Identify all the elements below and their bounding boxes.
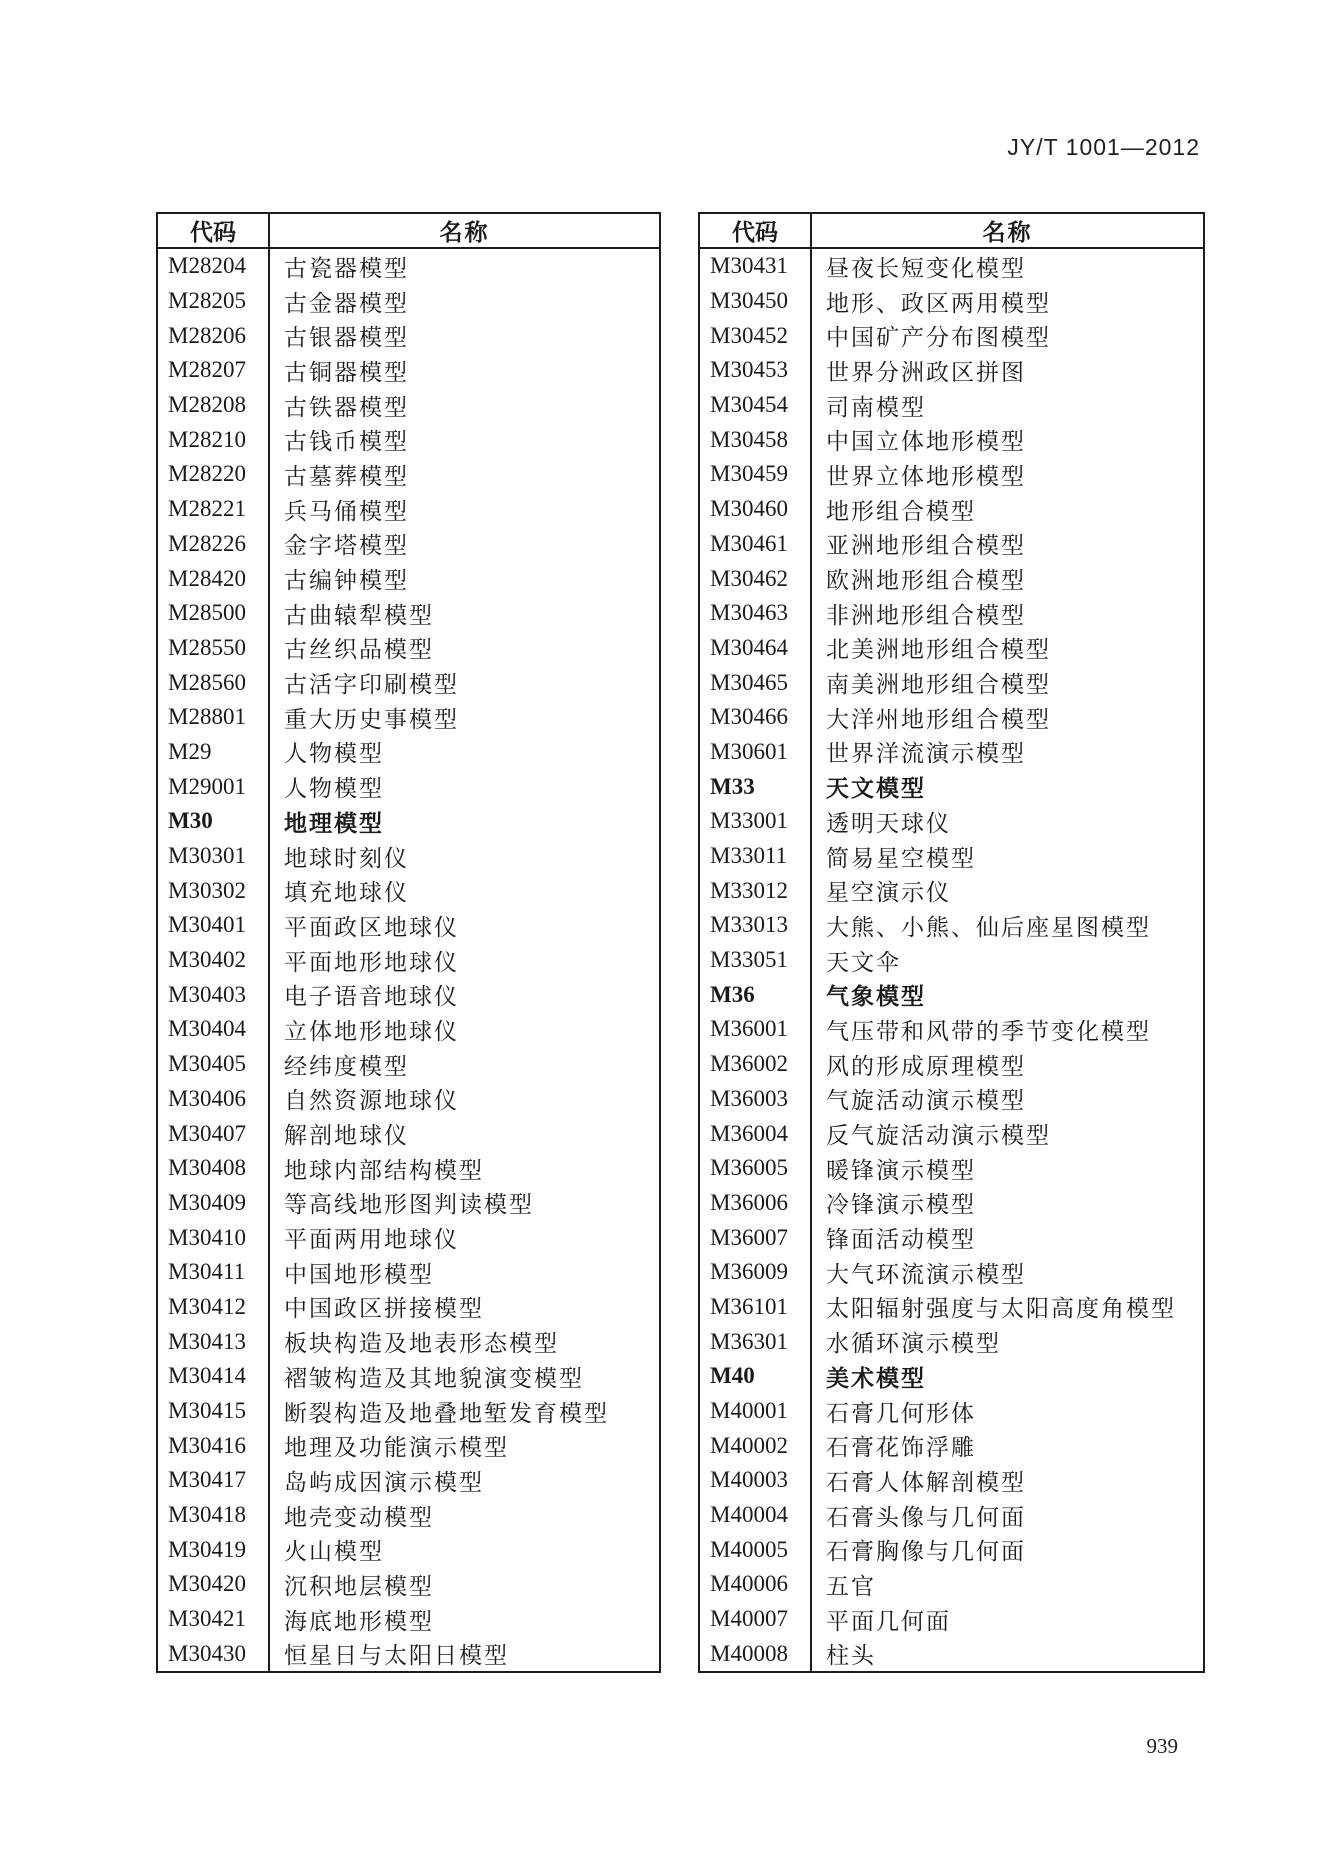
row-code: M30409 xyxy=(158,1186,270,1221)
row-name: 石膏几何形体 xyxy=(826,1400,976,1426)
row-code: M30407 xyxy=(158,1116,270,1151)
row-code: M30302 xyxy=(158,873,270,908)
row-code: M30460 xyxy=(700,492,812,527)
row-name: 气压带和风带的季节变化模型 xyxy=(826,1018,1151,1044)
row-code: M30404 xyxy=(158,1012,270,1047)
row-code: M40003 xyxy=(700,1463,812,1498)
table-row xyxy=(158,1532,659,1567)
row-code: M30421 xyxy=(158,1602,270,1637)
document-standard-number: JY/T 1001—2012 xyxy=(1007,134,1200,160)
table-row xyxy=(158,1082,659,1117)
row-code: M33012 xyxy=(700,873,812,908)
table-row xyxy=(158,977,659,1012)
row-code: M28205 xyxy=(158,284,270,319)
row-name: 兵马俑模型 xyxy=(284,498,409,524)
row-name: 昼夜长短变化模型 xyxy=(826,255,1026,281)
table-row xyxy=(158,457,659,492)
table-row xyxy=(158,492,659,527)
table-row xyxy=(158,1116,659,1151)
row-name: 世界立体地形模型 xyxy=(826,463,1026,489)
row-name: 天文模型 xyxy=(826,776,926,802)
row-name: 古金器模型 xyxy=(284,290,409,316)
row-name: 司南模型 xyxy=(826,394,926,420)
table-body xyxy=(158,249,659,1671)
row-name: 古钱币模型 xyxy=(284,429,409,455)
row-code: M36009 xyxy=(700,1255,812,1290)
table-row xyxy=(700,1567,1203,1602)
row-code: M36001 xyxy=(700,1012,812,1047)
table-row xyxy=(700,1428,1203,1463)
row-code: M36002 xyxy=(700,1047,812,1082)
row-name: 古银器模型 xyxy=(284,325,409,351)
row-code: M30401 xyxy=(158,908,270,943)
row-name: 岛屿成因演示模型 xyxy=(284,1469,484,1495)
row-name: 气旋活动演示模型 xyxy=(826,1088,1026,1114)
table-row xyxy=(158,839,659,874)
row-code: M28220 xyxy=(158,457,270,492)
row-name: 中国政区拼接模型 xyxy=(284,1296,484,1322)
row-name: 中国立体地形模型 xyxy=(826,429,1026,455)
row-name: 板块构造及地表形态模型 xyxy=(284,1331,559,1357)
row-code: M30403 xyxy=(158,977,270,1012)
row-code: M30405 xyxy=(158,1047,270,1082)
table-row xyxy=(158,249,659,284)
row-name: 地形组合模型 xyxy=(826,498,976,524)
row-name: 沉积地层模型 xyxy=(284,1573,434,1599)
row-code: M36301 xyxy=(700,1324,812,1359)
table-row xyxy=(158,1047,659,1082)
row-name: 平面地形地球仪 xyxy=(284,949,459,975)
row-name: 柱头 xyxy=(826,1643,876,1669)
table-row xyxy=(158,1567,659,1602)
row-code: M36 xyxy=(700,977,812,1012)
table-row xyxy=(700,1186,1203,1221)
row-name: 地球内部结构模型 xyxy=(284,1157,484,1183)
row-name: 欧洲地形组合模型 xyxy=(826,568,1026,594)
table-row xyxy=(700,1602,1203,1637)
table-header-row xyxy=(700,214,1203,249)
row-code: M28206 xyxy=(158,318,270,353)
page-number: 939 xyxy=(1146,1734,1178,1758)
row-code: M30452 xyxy=(700,318,812,353)
row-code: M30413 xyxy=(158,1324,270,1359)
row-name: 五官 xyxy=(826,1573,876,1599)
table-row xyxy=(700,318,1203,353)
row-code: M30453 xyxy=(700,353,812,388)
table-row xyxy=(700,596,1203,631)
table-row xyxy=(700,284,1203,319)
row-code: M30465 xyxy=(700,665,812,700)
row-code: M40001 xyxy=(700,1394,812,1429)
table-row xyxy=(158,527,659,562)
row-name: 古墓葬模型 xyxy=(284,463,409,489)
table-row xyxy=(158,1255,659,1290)
code-table-left xyxy=(156,212,661,1673)
row-name: 古丝织品模型 xyxy=(284,637,434,663)
table-row xyxy=(700,1151,1203,1186)
row-code: M29001 xyxy=(158,769,270,804)
table-row xyxy=(700,1324,1203,1359)
row-code: M30402 xyxy=(158,943,270,978)
row-name: 锋面活动模型 xyxy=(826,1227,976,1253)
table-row xyxy=(158,1290,659,1325)
table-row xyxy=(700,735,1203,770)
row-code: M30464 xyxy=(700,631,812,666)
row-name: 填充地球仪 xyxy=(284,880,409,906)
table-row xyxy=(158,1602,659,1637)
table-row xyxy=(700,1637,1203,1672)
table-row xyxy=(700,631,1203,666)
row-code: M33051 xyxy=(700,943,812,978)
row-name: 电子语音地球仪 xyxy=(284,984,459,1010)
row-code: M30417 xyxy=(158,1463,270,1498)
table-row xyxy=(158,1186,659,1221)
table-row xyxy=(158,700,659,735)
row-code: M28500 xyxy=(158,596,270,631)
row-code: M30419 xyxy=(158,1532,270,1567)
table-row xyxy=(700,249,1203,284)
row-code: M40006 xyxy=(700,1567,812,1602)
row-name: 星空演示仪 xyxy=(826,880,951,906)
row-name: 石膏胸像与几何面 xyxy=(826,1539,1026,1565)
table-row xyxy=(158,908,659,943)
row-code: M40007 xyxy=(700,1602,812,1637)
table-row xyxy=(700,700,1203,735)
row-code: M30431 xyxy=(700,249,812,284)
row-name: 经纬度模型 xyxy=(284,1053,409,1079)
row-name: 太阳辐射强度与太阳高度角模型 xyxy=(826,1296,1176,1322)
row-code: M28560 xyxy=(158,665,270,700)
row-code: M33001 xyxy=(700,804,812,839)
table-row xyxy=(700,1255,1203,1290)
row-name: 风的形成原理模型 xyxy=(826,1053,1026,1079)
row-code: M30411 xyxy=(158,1255,270,1290)
row-name: 平面政区地球仪 xyxy=(284,914,459,940)
row-code: M30410 xyxy=(158,1220,270,1255)
row-name: 地理及功能演示模型 xyxy=(284,1435,509,1461)
row-code: M30601 xyxy=(700,735,812,770)
row-name: 透明天球仪 xyxy=(826,810,951,836)
table-row xyxy=(700,1394,1203,1429)
column-header-code: 代码 xyxy=(700,214,812,247)
table-row xyxy=(158,1220,659,1255)
row-code: M30454 xyxy=(700,388,812,423)
table-row xyxy=(700,908,1203,943)
table-row xyxy=(700,388,1203,423)
row-name: 解剖地球仪 xyxy=(284,1123,409,1149)
table-row xyxy=(158,353,659,388)
row-code: M36004 xyxy=(700,1116,812,1151)
table-row xyxy=(700,1359,1203,1394)
row-name: 简易星空模型 xyxy=(826,845,976,871)
row-code: M30418 xyxy=(158,1498,270,1533)
table-row xyxy=(158,1498,659,1533)
table-row xyxy=(158,804,659,839)
row-name: 金字塔模型 xyxy=(284,533,409,559)
table-row xyxy=(700,769,1203,804)
table-row xyxy=(700,561,1203,596)
table-row xyxy=(700,804,1203,839)
row-code: M30463 xyxy=(700,596,812,631)
row-name: 美术模型 xyxy=(826,1365,926,1391)
row-name: 世界洋流演示模型 xyxy=(826,741,1026,767)
row-code: M30301 xyxy=(158,839,270,874)
table-row xyxy=(158,943,659,978)
row-code: M33 xyxy=(700,769,812,804)
table-row xyxy=(700,839,1203,874)
row-code: M30 xyxy=(158,804,270,839)
column-header-code: 代码 xyxy=(158,214,270,247)
row-code: M36101 xyxy=(700,1290,812,1325)
table-row xyxy=(158,1359,659,1394)
row-name: 褶皱构造及其地貌演变模型 xyxy=(284,1365,584,1391)
row-code: M30408 xyxy=(158,1151,270,1186)
row-name: 恒星日与太阳日模型 xyxy=(284,1643,509,1669)
row-name: 人物模型 xyxy=(284,741,384,767)
table-row xyxy=(158,318,659,353)
row-name: 石膏人体解剖模型 xyxy=(826,1469,1026,1495)
row-code: M36003 xyxy=(700,1082,812,1117)
row-name: 大气环流演示模型 xyxy=(826,1261,1026,1287)
row-name: 南美洲地形组合模型 xyxy=(826,672,1051,698)
table-row xyxy=(158,1012,659,1047)
row-name: 火山模型 xyxy=(284,1539,384,1565)
table-row xyxy=(158,561,659,596)
row-code: M30406 xyxy=(158,1082,270,1117)
row-code: M36007 xyxy=(700,1220,812,1255)
table-row xyxy=(700,873,1203,908)
table-row xyxy=(700,457,1203,492)
table-row xyxy=(158,284,659,319)
row-code: M40002 xyxy=(700,1428,812,1463)
table-row xyxy=(158,1151,659,1186)
table-row xyxy=(700,1047,1203,1082)
row-code: M33011 xyxy=(700,839,812,874)
column-header-name: 名称 xyxy=(982,220,1033,245)
column-header-name: 名称 xyxy=(439,220,490,245)
row-code: M40 xyxy=(700,1359,812,1394)
row-name: 冷锋演示模型 xyxy=(826,1192,976,1218)
row-name: 平面几何面 xyxy=(826,1608,951,1634)
table-row xyxy=(158,665,659,700)
row-name: 大洋州地形组合模型 xyxy=(826,706,1051,732)
table-row xyxy=(700,1498,1203,1533)
row-code: M40004 xyxy=(700,1498,812,1533)
row-name: 地理模型 xyxy=(284,810,384,836)
row-code: M40008 xyxy=(700,1637,812,1672)
table-row xyxy=(700,1532,1203,1567)
row-name: 中国矿产分布图模型 xyxy=(826,325,1051,351)
table-row xyxy=(158,596,659,631)
table-row xyxy=(700,665,1203,700)
table-row xyxy=(158,1428,659,1463)
row-code: M28550 xyxy=(158,631,270,666)
row-name: 等高线地形图判读模型 xyxy=(284,1192,534,1218)
row-name: 古瓷器模型 xyxy=(284,255,409,281)
row-code: M30412 xyxy=(158,1290,270,1325)
row-name: 水循环演示模型 xyxy=(826,1331,1001,1357)
row-name: 人物模型 xyxy=(284,776,384,802)
row-code: M30450 xyxy=(700,284,812,319)
code-table-right xyxy=(698,212,1205,1673)
table-row xyxy=(158,388,659,423)
row-name: 世界分洲政区拼图 xyxy=(826,359,1026,385)
row-name: 地形、政区两用模型 xyxy=(826,290,1051,316)
table-row xyxy=(158,1394,659,1429)
row-code: M28207 xyxy=(158,353,270,388)
table-row xyxy=(700,1463,1203,1498)
table-row xyxy=(158,1463,659,1498)
row-name: 气象模型 xyxy=(826,984,926,1010)
table-row xyxy=(700,1082,1203,1117)
table-row xyxy=(700,1220,1203,1255)
row-code: M28208 xyxy=(158,388,270,423)
row-name: 北美洲地形组合模型 xyxy=(826,637,1051,663)
row-code: M30458 xyxy=(700,422,812,457)
row-name: 暖锋演示模型 xyxy=(826,1157,976,1183)
table-body xyxy=(700,249,1203,1671)
row-code: M30415 xyxy=(158,1394,270,1429)
row-name: 石膏头像与几何面 xyxy=(826,1504,1026,1530)
row-name: 大熊、小熊、仙后座星图模型 xyxy=(826,914,1151,940)
table-row xyxy=(700,1290,1203,1325)
row-code: M30462 xyxy=(700,561,812,596)
row-code: M30414 xyxy=(158,1359,270,1394)
row-name: 断裂构造及地叠地堑发育模型 xyxy=(284,1400,609,1426)
row-name: 反气旋活动演示模型 xyxy=(826,1123,1051,1149)
row-name: 古铁器模型 xyxy=(284,394,409,420)
row-name: 非洲地形组合模型 xyxy=(826,602,1026,628)
row-code: M28204 xyxy=(158,249,270,284)
row-code: M36005 xyxy=(700,1151,812,1186)
row-name: 古活字印刷模型 xyxy=(284,672,459,698)
row-name: 地球时刻仪 xyxy=(284,845,409,871)
row-code: M28210 xyxy=(158,422,270,457)
row-name: 重大历史事模型 xyxy=(284,706,459,732)
row-code: M40005 xyxy=(700,1532,812,1567)
table-row xyxy=(700,977,1203,1012)
row-code: M30459 xyxy=(700,457,812,492)
table-row xyxy=(700,422,1203,457)
table-row xyxy=(700,492,1203,527)
table-row xyxy=(158,1637,659,1672)
row-code: M30416 xyxy=(158,1428,270,1463)
row-name: 平面两用地球仪 xyxy=(284,1227,459,1253)
row-code: M29 xyxy=(158,735,270,770)
row-code: M30466 xyxy=(700,700,812,735)
row-code: M33013 xyxy=(700,908,812,943)
row-name: 古曲辕犁模型 xyxy=(284,602,434,628)
row-name: 天文伞 xyxy=(826,949,901,975)
row-code: M28801 xyxy=(158,700,270,735)
table-row xyxy=(158,1324,659,1359)
row-name: 中国地形模型 xyxy=(284,1261,434,1287)
table-row xyxy=(700,1012,1203,1047)
row-code: M28221 xyxy=(158,492,270,527)
table-row xyxy=(158,631,659,666)
row-name: 自然资源地球仪 xyxy=(284,1088,459,1114)
row-name: 古铜器模型 xyxy=(284,359,409,385)
table-row xyxy=(158,422,659,457)
row-name: 亚洲地形组合模型 xyxy=(826,533,1026,559)
row-name: 古编钟模型 xyxy=(284,568,409,594)
row-code: M30420 xyxy=(158,1567,270,1602)
row-code: M28226 xyxy=(158,527,270,562)
row-name: 海底地形模型 xyxy=(284,1608,434,1634)
row-code: M36006 xyxy=(700,1186,812,1221)
row-name: 石膏花饰浮雕 xyxy=(826,1435,976,1461)
table-row xyxy=(158,873,659,908)
table-row xyxy=(158,769,659,804)
table-row xyxy=(700,353,1203,388)
table-header-row xyxy=(158,214,659,249)
row-name: 立体地形地球仪 xyxy=(284,1018,459,1044)
table-row xyxy=(700,1116,1203,1151)
table-row xyxy=(700,527,1203,562)
table-row xyxy=(700,943,1203,978)
row-code: M28420 xyxy=(158,561,270,596)
table-row xyxy=(158,735,659,770)
row-code: M30430 xyxy=(158,1637,270,1672)
row-name: 地壳变动模型 xyxy=(284,1504,434,1530)
row-code: M30461 xyxy=(700,527,812,562)
